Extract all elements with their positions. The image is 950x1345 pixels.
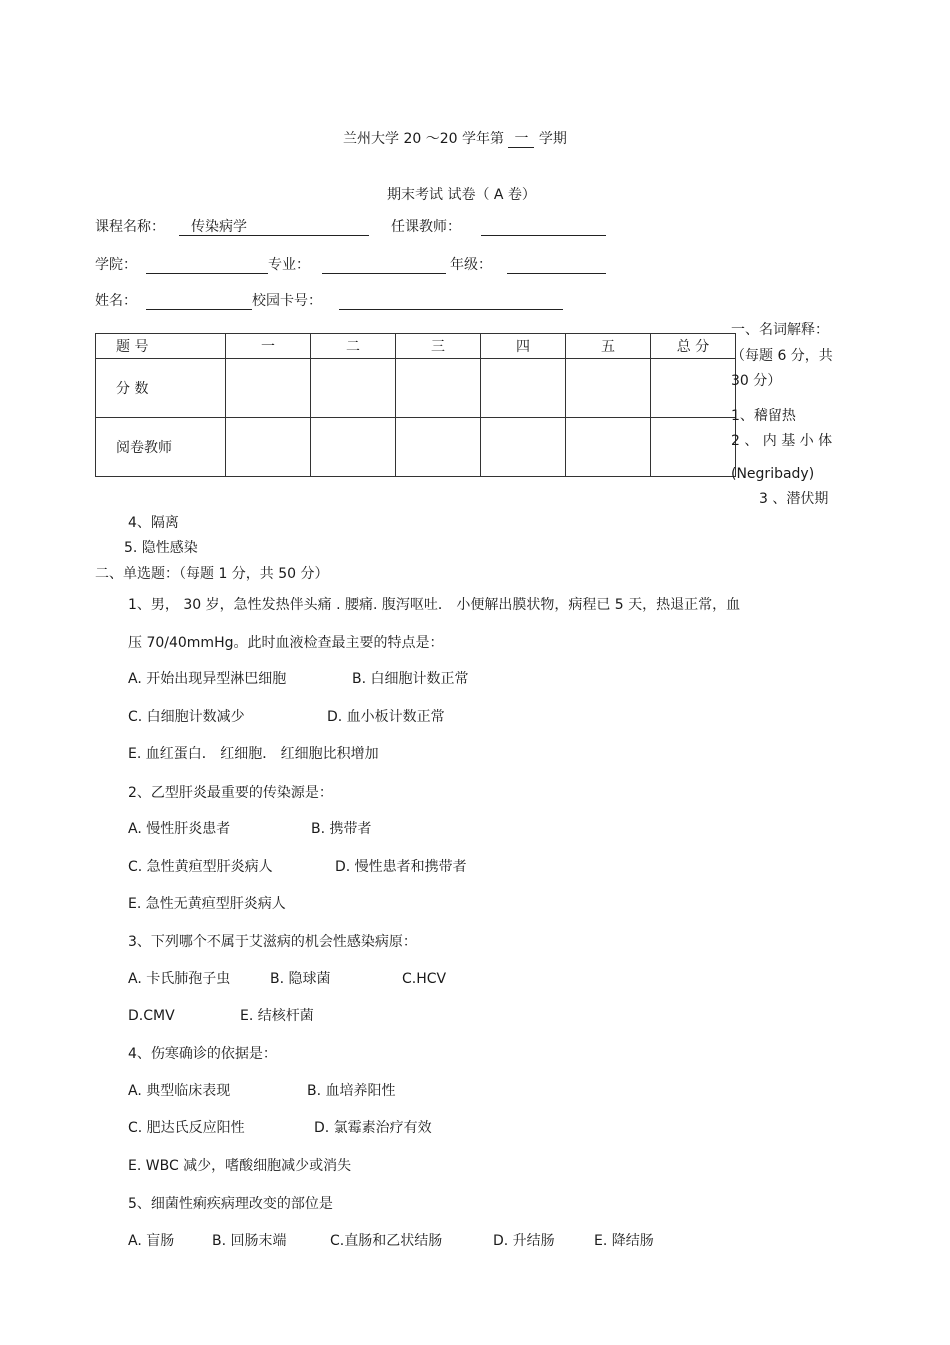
option: E. 血红蛋白． 红细胞． 红细胞比积增加 (128, 746, 379, 762)
option: B. 白细胞计数正常 (352, 671, 469, 687)
college-field[interactable] (146, 256, 268, 274)
score-row (96, 359, 736, 418)
college-label: 学院： (95, 257, 137, 273)
course-field[interactable] (179, 218, 369, 236)
score-cell[interactable] (481, 359, 566, 418)
header-cell: 总 分 (651, 334, 736, 359)
course-label: 课程名称： (95, 219, 165, 235)
exam-title-line2: 期末考试 试卷（ A 卷） (387, 187, 536, 203)
teacher-field[interactable] (481, 218, 606, 236)
question-4: 4、伤寒确诊的依据是： (128, 1046, 277, 1062)
grader-cell[interactable] (396, 418, 481, 477)
term-number: 一 (508, 131, 534, 148)
grade-field[interactable] (507, 256, 606, 274)
term-item: 3 、潜伏期 (759, 491, 829, 507)
option: E. 结核杆菌 (240, 1008, 314, 1024)
option: A. 盲肠 (128, 1233, 175, 1249)
header-cell: 题 号 (96, 334, 226, 359)
score-table-header-row (96, 334, 736, 359)
title-suffix: 学期 (534, 131, 567, 147)
card-field[interactable] (339, 292, 563, 310)
grader-cell[interactable] (311, 418, 396, 477)
card-label: 校园卡号： (252, 293, 322, 309)
option: A. 卡氏肺孢子虫 (128, 971, 231, 987)
grader-cell[interactable] (226, 418, 311, 477)
grade-label: 年级： (450, 257, 492, 273)
grader-row (96, 418, 736, 477)
option: E. 急性无黄疸型肝炎病人 (128, 896, 286, 912)
name-field[interactable] (146, 292, 252, 310)
header-cell: 三 (396, 334, 481, 359)
option: C. 白细胞计数减少 (128, 709, 245, 725)
question-5: 5、细菌性痢疾病理改变的部位是 (128, 1196, 333, 1212)
grader-cell[interactable] (481, 418, 566, 477)
option: D.CMV (128, 1008, 175, 1024)
option: C. 肥达氏反应阳性 (128, 1120, 245, 1136)
score-cell[interactable] (651, 359, 736, 418)
section1-note-a: （每题 6 分，共 (731, 348, 833, 364)
term-item: 4、隔离 (128, 515, 179, 531)
option: D. 升结肠 (493, 1233, 555, 1249)
course-value: 传染病学 (191, 219, 247, 235)
grader-cell[interactable] (566, 418, 651, 477)
score-cell[interactable] (226, 359, 311, 418)
option: B. 回肠末端 (212, 1233, 287, 1249)
exam-title-line1 (343, 130, 567, 148)
row-label: 阅卷教师 (96, 418, 226, 477)
option: C. 急性黄疸型肝炎病人 (128, 859, 273, 875)
name-label: 姓名： (95, 293, 137, 309)
term-item: (Negribady) (731, 466, 815, 482)
major-label: 专业： (268, 257, 310, 273)
option: C.直肠和乙状结肠 (330, 1233, 443, 1249)
option: D. 慢性患者和携带者 (335, 859, 467, 875)
score-cell[interactable] (311, 359, 396, 418)
question-3: 3、下列哪个不属于艾滋病的机会性感染病原： (128, 934, 417, 950)
major-field[interactable] (322, 256, 446, 274)
header-cell: 五 (566, 334, 651, 359)
title-prefix: 兰州大学 20 ～20 学年第 (343, 131, 509, 147)
option: A. 慢性肝炎患者 (128, 821, 231, 837)
term-item: 5. 隐性感染 (124, 540, 198, 556)
section1-note-b: 30 分） (731, 373, 782, 389)
term-item: 2 、 内 基 小 体 (731, 433, 833, 449)
teacher-label: 任课教师： (391, 219, 461, 235)
question-2: 2、乙型肝炎最重要的传染源是： (128, 785, 333, 801)
section1-title: 一、名词解释： (731, 322, 829, 338)
option: D. 血小板计数正常 (327, 709, 445, 725)
option: B. 隐球菌 (270, 971, 331, 987)
option: A. 开始出现异型淋巴细胞 (128, 671, 287, 687)
option: E. 降结肠 (594, 1233, 654, 1249)
option: E. WBC 减少，嗜酸细胞减少或消失 (128, 1158, 352, 1174)
question-1-line1: 1、男， 30 岁，急性发热伴头痛 . 腰痛. 腹泻呕吐． 小便解出膜状物，病程已 5 天，热退正常，血 (128, 597, 741, 613)
section2-title: 二、单选题：（每题 1 分，共 50 分） (95, 566, 329, 582)
question-1-line2: 压 70/40mmHg。此时血液检查最主要的特点是： (128, 635, 444, 651)
header-cell: 一 (226, 334, 311, 359)
option: C.HCV (402, 971, 447, 987)
course-row (95, 218, 165, 236)
score-table (95, 333, 736, 477)
option: A. 典型临床表现 (128, 1083, 231, 1099)
score-cell[interactable] (396, 359, 481, 418)
term-item: 1、稽留热 (731, 408, 796, 424)
row-label: 分 数 (96, 359, 226, 418)
header-cell: 二 (311, 334, 396, 359)
header-cell: 四 (481, 334, 566, 359)
grader-cell[interactable] (651, 418, 736, 477)
score-cell[interactable] (566, 359, 651, 418)
option: D. 氯霉素治疗有效 (314, 1120, 432, 1136)
option: B. 血培养阳性 (307, 1083, 396, 1099)
option: B. 携带者 (311, 821, 372, 837)
